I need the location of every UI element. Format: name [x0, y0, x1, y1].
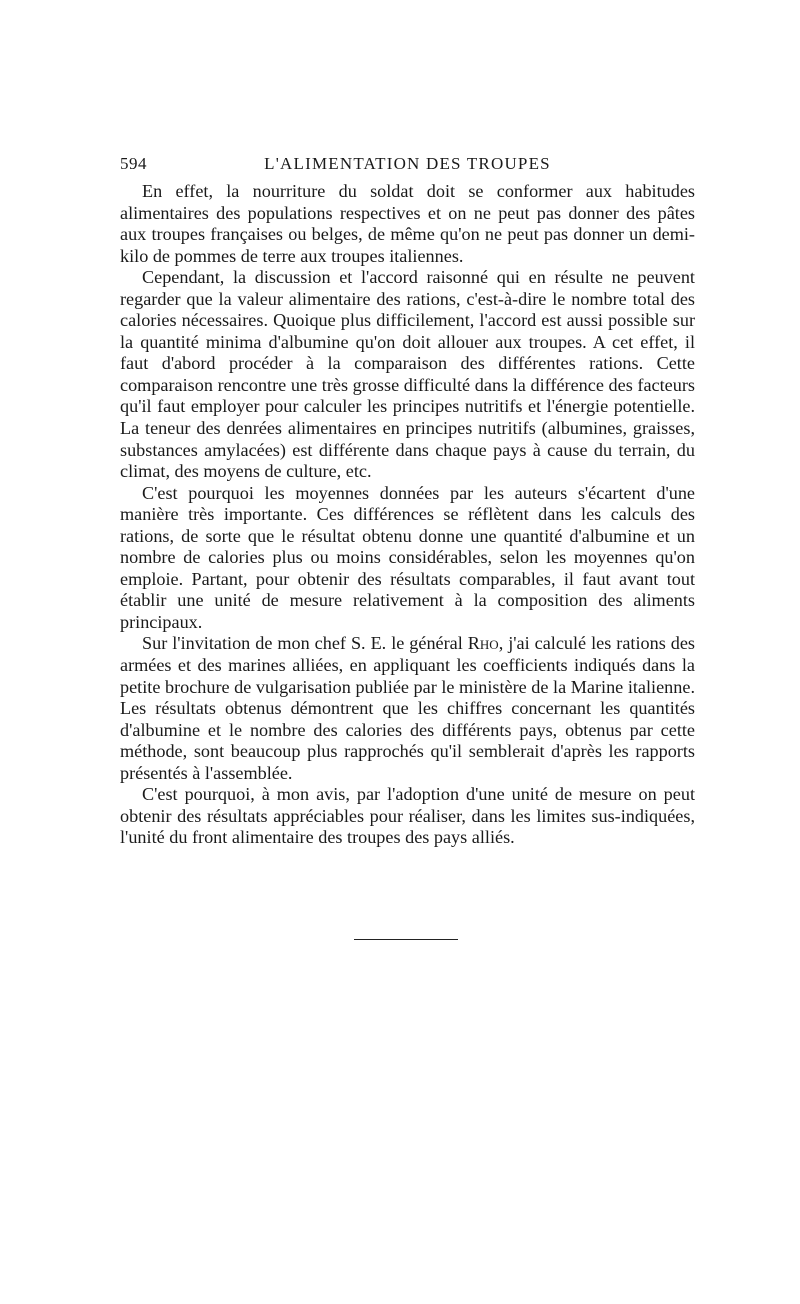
paragraph-text: Sur l'invitation de mon chef S. E. le général	[142, 633, 468, 654]
paragraph	[120, 633, 695, 784]
body-text	[120, 181, 695, 849]
paragraph: En effet, la nourriture du soldat doit se conformer aux habitudes alimentaires des populations respectives et on ne peut pas donner des pâtes aux troupes françaises ou belges, de même qu'on ne peut pas donner un demi-kilo de pommes de terre aux troupes italiennes.	[120, 181, 695, 266]
page-number: 594	[120, 154, 147, 173]
general-name: Rho	[467, 633, 499, 654]
paragraph: C'est pourquoi les moyennes données par les auteurs s'écartent d'une manière très importante. Ces différences se réflètent dans les calculs des rations, de sorte que le résultat obtenu donne une quantité d'albumine et un nombre de calories plus ou moins considérables, selon les moyennes qu'on emploie. Partant, pour obtenir des résultats comparables, il faut avant tout établir une unité de mesure relativement à la composition des aliments principaux.	[120, 482, 695, 632]
end-rule	[354, 939, 458, 940]
paragraph: C'est pourquoi, à mon avis, par l'adoption d'une unité de mesure on peut obtenir des résultats appréciables pour réaliser, dans les limites sus-indiquées, l'unité du front alimentaire des troupes des pays alliés.	[120, 784, 695, 848]
paragraph: Cependant, la discussion et l'accord raisonné qui en résulte ne peuvent regarder que la valeur alimentaire des rations, c'est-à-dire le nombre total des calories nécessaires. Quoique plus difficilement, l'accord est aussi possible sur la quantité minima d'albumine qu'on doit allouer aux troupes. A cet effet, il faut d'abord procéder à la comparaison des différentes rations. Cette comparaison rencontre une très grosse difficulté dans la différence des facteurs qu'il faut employer pour calculer les principes nutritifs et l'énergie potentielle. La teneur des denrées alimentaires en principes nutritifs (albumines, graisses, substances amylacées) est différente dans chaque pays à cause du terrain, du climat, des moyens de culture, etc.	[120, 267, 695, 482]
paragraph-text: , j'ai calculé les rations des armées et des marines alliées, en appliquant les coefficients indiqués dans la petite brochure de vulgarisation publiée par le ministère de la Marine italienne. Les résultats obtenus démontrent que les chiffres concernant les quantités d'albumine et le nombre des calories des différents pays, obtenus par cette méthode, sont beaucoup plus rapprochés qu'il semblerait d'après les rapports présentés à l'assemblée.	[120, 633, 695, 783]
running-title: L'ALIMENTATION DES TROUPES	[264, 154, 551, 173]
page-header	[120, 154, 695, 178]
